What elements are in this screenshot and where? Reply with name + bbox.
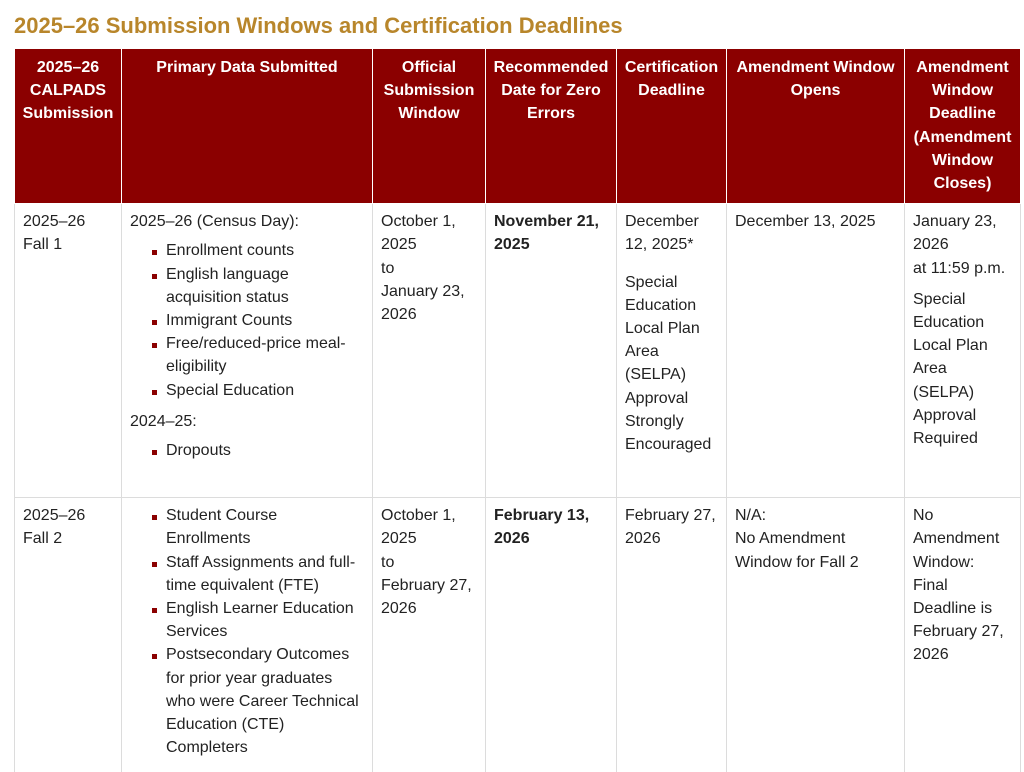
window-start: October 1, 2025	[381, 213, 456, 254]
list-item: Free/reduced-price meal-eligibility	[166, 332, 364, 378]
table-row	[15, 498, 1021, 772]
header-submission-window: Official Submission Window	[373, 49, 486, 204]
census-item-list	[130, 239, 364, 401]
certification-deadline-cell: February 27, 2026	[617, 498, 727, 772]
submission-cell: 2025–26 Fall 1	[15, 204, 122, 498]
amendment-opens-cell: December 13, 2025	[727, 204, 905, 498]
header-calpads-submission: 2025–26 CALPADS Submission	[15, 49, 122, 204]
window-end: January 23, 2026	[381, 282, 465, 324]
amendment-deadline-cell	[905, 204, 1021, 498]
certification-date: December 12, 2025*	[625, 213, 699, 254]
certification-note: Special Education Local Plan Area (SELPA) Approval Strongly Encouraged	[625, 273, 712, 454]
header-zero-errors-date: Recommended Date for Zero Errors	[486, 49, 617, 204]
zero-errors-date-cell: February 13, 2026	[486, 498, 617, 772]
list-item: English Learner Education Services	[166, 597, 364, 643]
prior-year-label: 2024–25:	[130, 412, 197, 430]
list-item: Postsecondary Outcomes for prior year graduates who were Career Technical Education (CTE) Completers	[166, 643, 364, 759]
certification-deadline-cell	[617, 204, 727, 498]
window-end: February 27, 2026	[381, 576, 472, 618]
submission-window-cell	[373, 498, 486, 772]
amendment-deadline-date	[913, 210, 1012, 280]
window-to: to	[381, 553, 395, 571]
amendment-na: N/A:	[735, 507, 767, 525]
list-item: Dropouts	[166, 439, 364, 462]
list-item: Student Course Enrollments	[166, 504, 364, 550]
primary-data-cell	[122, 204, 373, 498]
census-label: 2025–26 (Census Day):	[130, 213, 299, 231]
page-title: 2025–26 Submission Windows and Certification Deadlines	[14, 13, 623, 38]
amendment-deadline-time: at 11:59 p.m.	[913, 259, 1006, 277]
submission-cell: 2025–26 Fall 2	[15, 498, 122, 772]
table-header-row	[15, 49, 1021, 204]
list-item: English language acquisition status	[166, 263, 364, 309]
table-row	[15, 204, 1021, 498]
list-item: Enrollment counts	[166, 239, 364, 262]
amendment-deadline-cell: No Amendment Window: Final Deadline is February 27, 2026	[905, 498, 1021, 772]
list-item: Immigrant Counts	[166, 309, 364, 332]
prior-item-list	[130, 439, 364, 462]
amendment-deadline-day: January 23, 2026	[913, 213, 997, 254]
primary-data-cell	[122, 498, 373, 772]
amendment-deadline-note: Special Education Local Plan Area (SELPA) Approval Required	[913, 290, 988, 448]
amendment-opens-cell	[727, 498, 905, 772]
header-primary-data: Primary Data Submitted	[122, 49, 373, 204]
window-to: to	[381, 259, 395, 277]
list-item: Staff Assignments and full-time equivalent (FTE)	[166, 551, 364, 597]
header-amendment-opens: Amendment Window Opens	[727, 49, 905, 204]
list-item: Special Education	[166, 379, 364, 402]
submission-window-cell	[373, 204, 486, 498]
zero-errors-date-cell: November 21, 2025	[486, 204, 617, 498]
amendment-opens-text: No Amendment Window for Fall 2	[735, 530, 859, 571]
window-start: October 1, 2025	[381, 507, 456, 548]
header-amendment-deadline: Amendment Window Deadline (Amendment Window Closes)	[905, 49, 1021, 204]
deadlines-table	[14, 48, 1021, 772]
fall2-item-list	[130, 504, 364, 759]
header-certification-deadline: Certification Deadline	[617, 49, 727, 204]
